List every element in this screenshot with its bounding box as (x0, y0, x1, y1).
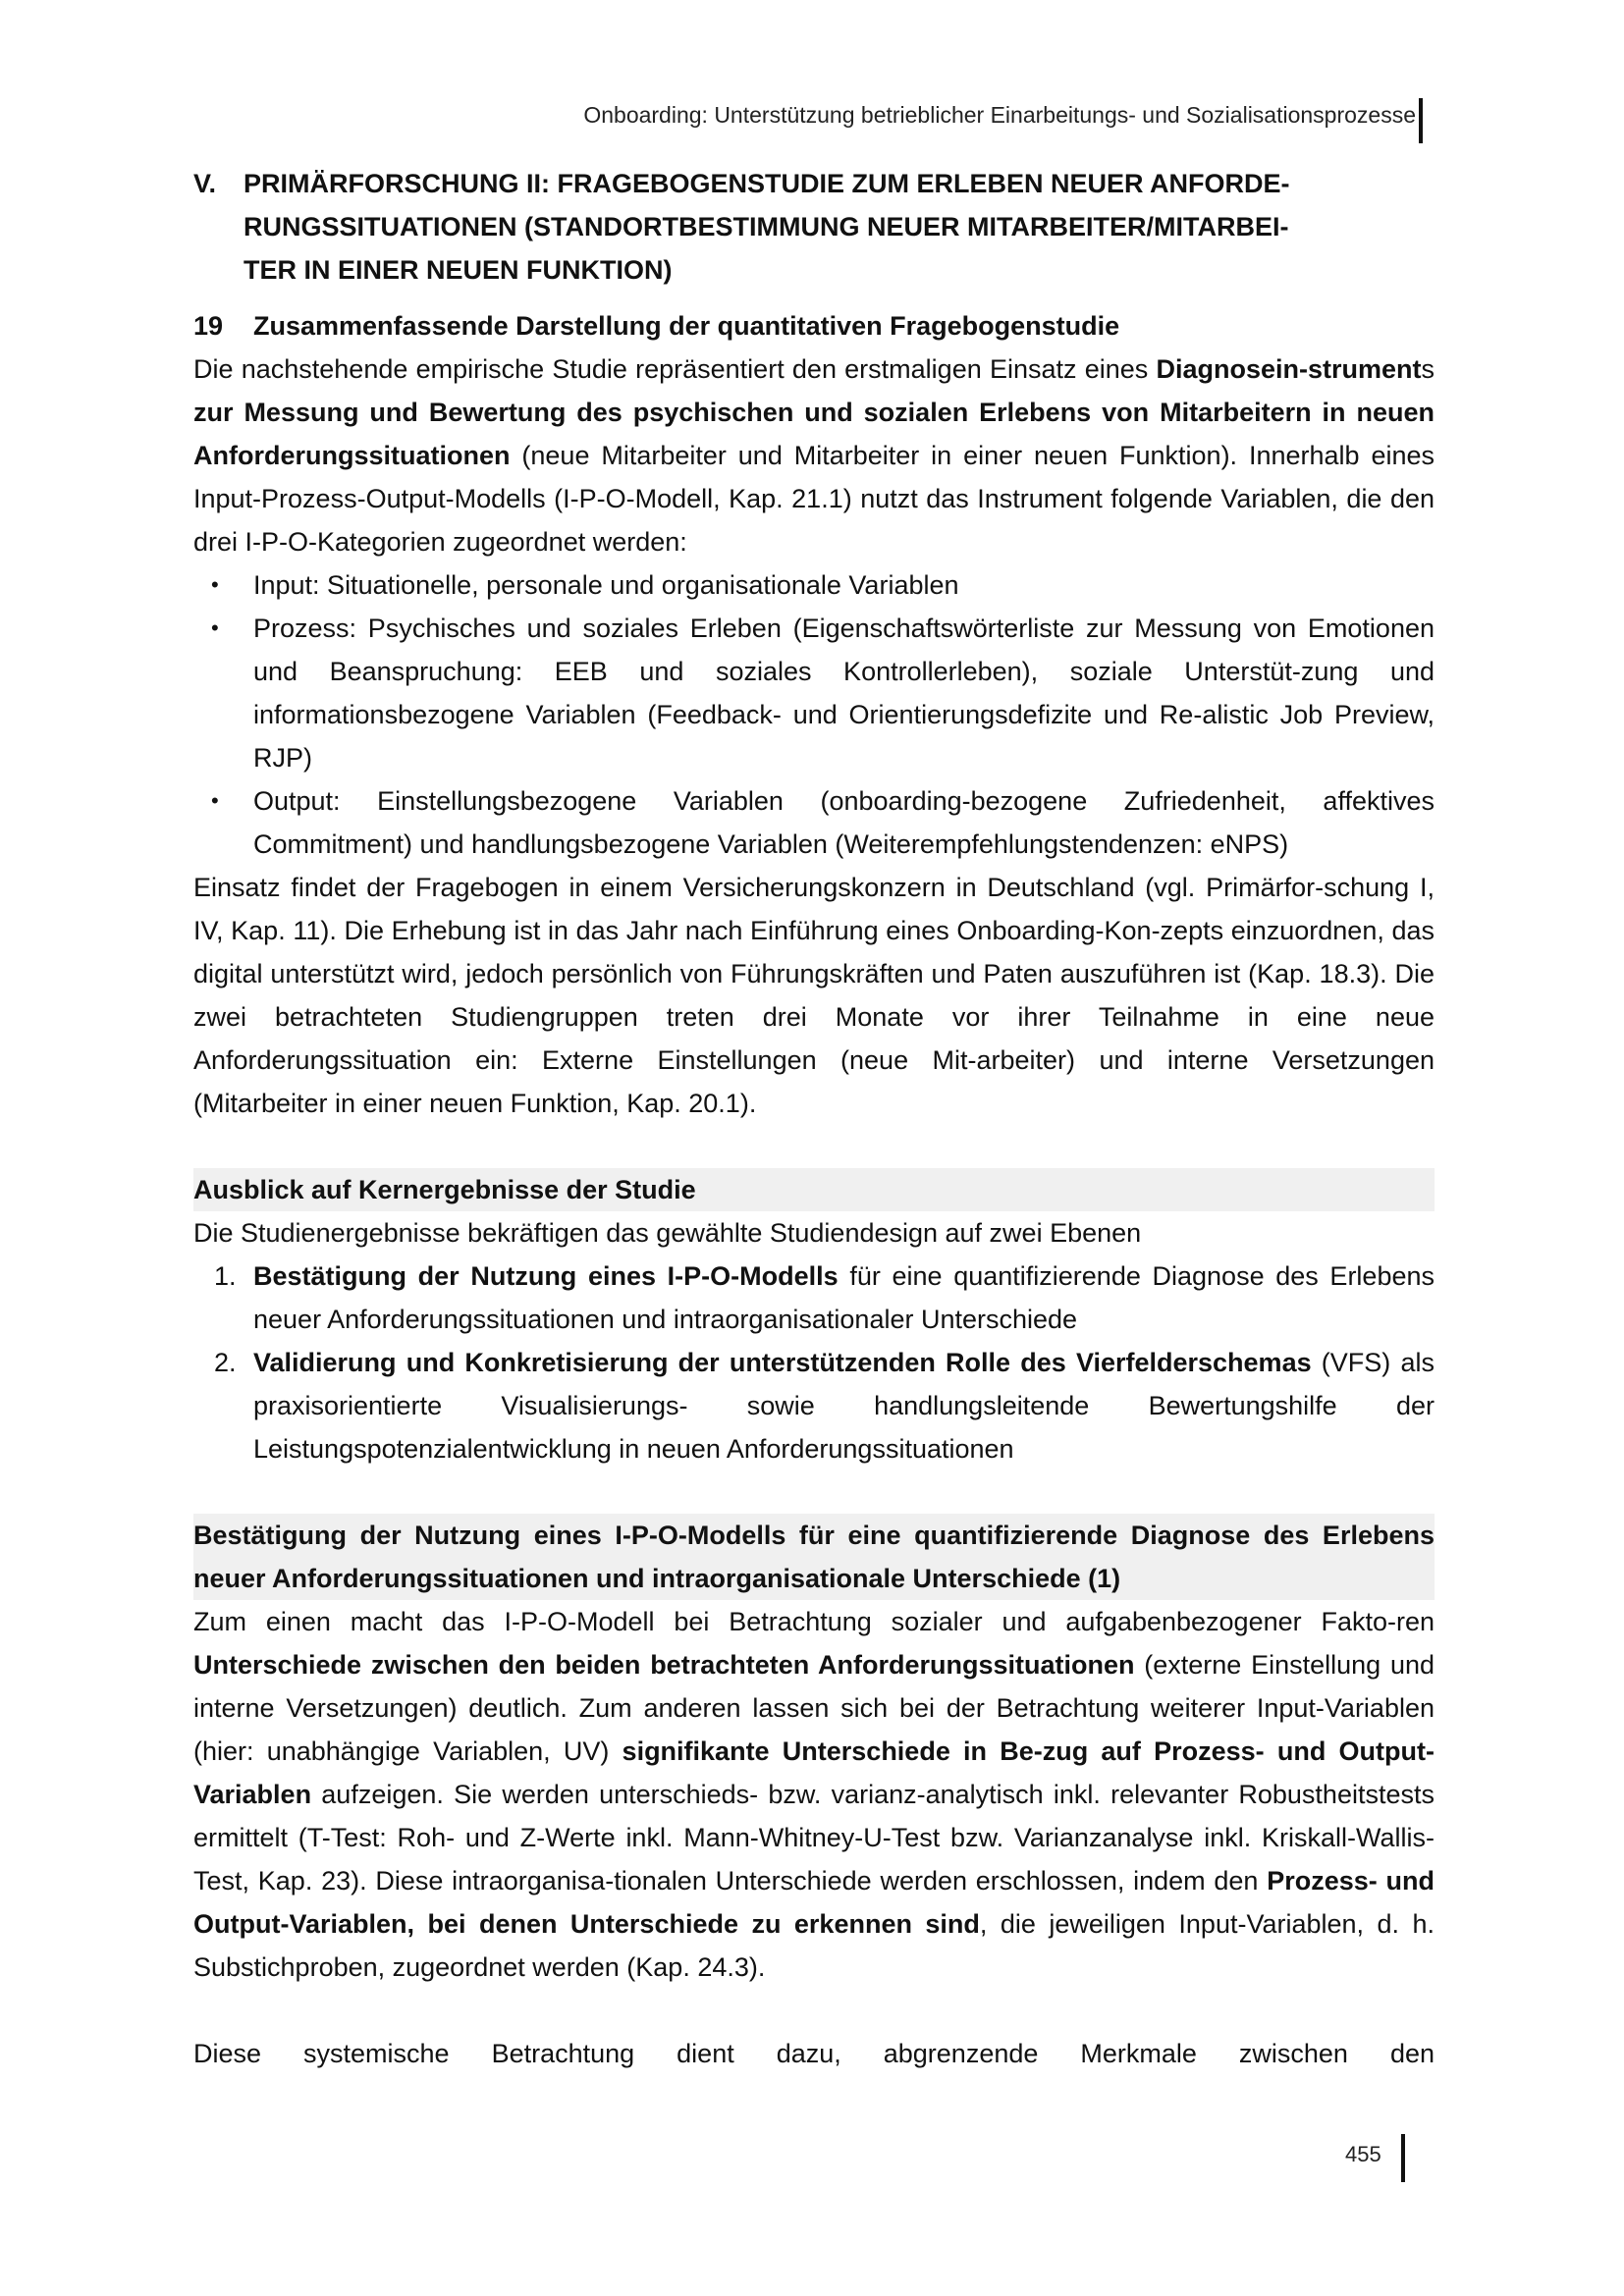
context-paragraph: Einsatz findet der Fragebogen in einem Versicherungskonzern in Deutschland (vgl. Primärfor-schung I, IV, Kap. 11). Die Erhebung ist in das Jahr nach Einführung eines Onboarding-Kon-zepts einzuordnen, das digital unterstützt wird, jedoch persönlich von Führungskräften und Paten auszuführen ist (Kap. 18.3). Die zwei betrachteten Studiengruppen treten drei Monate vor ihrer Teilnahme in eine neue Anforderungssituation ein: Externe Einstellungen (neue Mit-arbeiter) und interne Versetzungen (Mitarbeiter in einer neuen Funktion, Kap. 20.1). (193, 873, 1435, 1118)
text-run: s (1421, 354, 1435, 384)
chapter-title-line-3: TER IN EINER NEUEN FUNKTION) (244, 255, 673, 285)
section-number: 19 (193, 311, 224, 341)
bold-phrase: Bestätigung der Nutzung eines I-P-O-Modells (253, 1261, 839, 1291)
section-heading (193, 304, 1435, 347)
text-run: für eine quantifizierende Diagnose des Erlebens neuer Anforderungssituationen und intraorganisationaler Unterschiede (253, 1261, 1435, 1334)
page-number: 455 (1345, 2142, 1381, 2166)
outlook-list (193, 1255, 1435, 1470)
confirmation-paragraph (193, 1600, 1435, 1989)
closing-paragraph: Diese systemische Betrachtung dient dazu, abgrenzende Merkmale zwischen den (193, 2039, 1435, 2068)
ipo-variable-list (193, 563, 1435, 866)
bold-phrase: Unterschiede zwischen den beiden betrachteten Anforderungssituationen (193, 1650, 1135, 1680)
chapter-heading (193, 162, 1435, 292)
text-run: , die jeweiligen Input-Variablen, d. h. Substichproben, zugeordnet werden (Kap. 24.3). (193, 1909, 1435, 1982)
confirmation-heading: Bestätigung der Nutzung eines I-P-O-Modells für eine quantifizierende Diagnose des Erlebens neuer Anforderungssituationen und intraorganisationale Unterschiede (1) (193, 1514, 1435, 1600)
list-item-text: Input: Situationelle, personale und organisationale Variablen (253, 570, 959, 600)
bullet-icon: • (211, 572, 219, 597)
bullet-icon: • (211, 615, 219, 640)
bold-phrase: Validierung und Konkretisierung der unterstützenden Rolle des Vierfelderschemas (253, 1348, 1312, 1377)
text-run: (neue Mitarbeiter und Mitarbeiter in einer neuen Funktion). Innerhalb eines Input-Prozess-Output-Modells (I-P-O-Modell, Kap. 21.1) nutzt das Instrument folgende Variablen, die den drei I-P-O-Kategorien zugeordnet werden: (193, 441, 1435, 557)
spacer (193, 1989, 1435, 2032)
intro-paragraph (193, 347, 1435, 563)
list-item (193, 1341, 1435, 1470)
list-item (193, 563, 1435, 607)
header-rule (1419, 98, 1423, 143)
text-run: aufzeigen. Sie werden unterschieds- bzw. varianz-analytisch inkl. relevanter Robustheitstests ermittelt (T-Test: Roh- und Z-Werte inkl. Mann-Whitney-U-Test bzw. Varianzanalyse inkl. Kriskall-Wallis-Test, Kap. 23). Diese intraorganisa-tionalen Unterschiede werden erschlossen, indem den (193, 1780, 1435, 1896)
chapter-number: V. (193, 169, 217, 198)
body-column (193, 304, 1435, 2075)
list-item-text: Prozess: Psychisches und soziales Erleben (Eigenschaftswörterliste zur Messung von Emotionen und Beanspruchung: EEB und soziales Kontrollerleben), soziale Unterstüt-zung und informationsbezogene Variablen (Feedback- und Orientierungsdefizite und Re-alistic Job Preview, RJP) (253, 614, 1435, 773)
text-run: Die nachstehende empirische Studie repräsentiert den erstmaligen Einsatz eines (193, 354, 1157, 384)
list-item (193, 1255, 1435, 1341)
bullet-icon: • (211, 788, 219, 813)
text-run: (VFS) als praxisorientierte Visualisierungs- sowie handlungsleitende Bewertungshilfe der Leistungspotenzialentwicklung in neuen Anforderungssituationen (253, 1348, 1435, 1464)
list-item-text: Output: Einstellungsbezogene Variablen (onboarding-bezogene Zufriedenheit, affektives Commitment) und handlungsbezogene Variablen (Weiterempfehlungstendenzen: eNPS) (253, 786, 1435, 859)
spacer (193, 1470, 1435, 1514)
section-title: Zusammenfassende Darstellung der quantitativen Fragebogenstudie (253, 311, 1120, 341)
footer-rule (1401, 2134, 1405, 2182)
outlook-intro: Die Studienergebnisse bekräftigen das gewählte Studiendesign auf zwei Ebenen (193, 1218, 1142, 1248)
text-run: (externe Einstellung und interne Versetzungen) deutlich. Zum anderen lassen sich bei der Betrachtung weiterer Input-Variablen (hier: unabhängige Variablen, UV) (193, 1650, 1435, 1766)
text-run: Zum einen macht das I-P-O-Modell bei Betrachtung sozialer und aufgabenbezogener Fakto-ren (193, 1607, 1435, 1636)
chapter-title-line-1: PRIMÄRFORSCHUNG II: FRAGEBOGENSTUDIE ZUM ERLEBEN NEUER ANFORDE- (244, 169, 1290, 198)
list-item (193, 779, 1435, 866)
bold-phrase: zur Messung und Bewertung des psychischen und sozialen Erlebens von Mitarbeitern in neuen Anforderungssituationen (193, 398, 1435, 470)
bold-phrase: Prozess- und Output-Variablen, bei denen Unterschiede zu erkennen sind (193, 1866, 1435, 1939)
list-number: 1. (214, 1261, 237, 1291)
bold-term: Diagnosein-strument (1156, 354, 1422, 384)
list-number: 2. (214, 1348, 237, 1377)
chapter-title-line-2: RUNGSSITUATIONEN (STANDORTBESTIMMUNG NEUER MITARBEITER/MITARBEI- (244, 212, 1289, 241)
outlook-heading: Ausblick auf Kernergebnisse der Studie (193, 1168, 1435, 1211)
running-header: Onboarding: Unterstützung betrieblicher Einarbeitungs- und Sozialisationsprozesse (583, 102, 1416, 128)
spacer (193, 1125, 1435, 1168)
bold-phrase: signifikante Unterschiede in Be-zug auf Prozess- und Output-Variablen (193, 1736, 1435, 1809)
list-item (193, 607, 1435, 779)
